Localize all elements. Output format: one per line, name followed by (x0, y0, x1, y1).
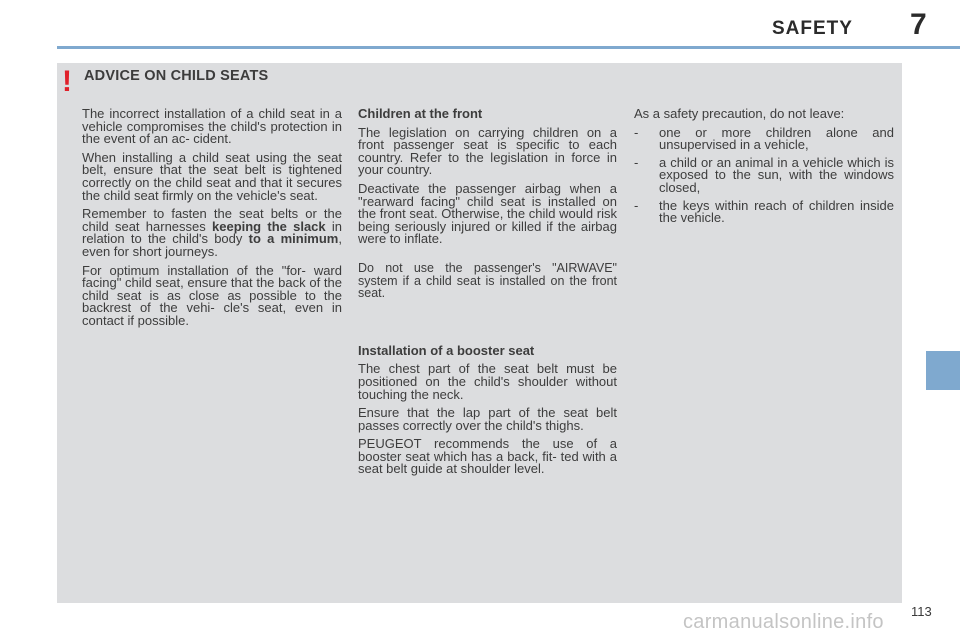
text-run: , even for short journeys. (82, 231, 342, 259)
paragraph-deactivate-airbag: Deactivate the passenger airbag when a "rearward facing" child seat is installed on the front seat. Otherwise, the child would risk being seriously injured or killed if the airbag were to inflate. (358, 180, 617, 247)
list-item-text: one or more children alone and unsupervised in a vehicle, (659, 124, 894, 153)
paragraph-harness-slack (82, 208, 342, 258)
header-divider (57, 46, 960, 49)
paragraph-peugeot-recommends: PEUGEOT recommends the use of a booster seat which has a back, fit- ted with a seat belt guide at shoulder level. (358, 436, 617, 477)
paragraph-lap-belt: Ensure that the lap part of the seat belt passes correctly over the child's thighs. (358, 405, 617, 433)
list-item-text: a child or an animal in a vehicle which is exposed to the sun, with the windows closed, (659, 154, 894, 195)
chapter-number: 7 (910, 8, 927, 41)
paragraph-seat-belt-installation: When installing a child seat using the seat belt, ensure that the seat belt is tightened correctly on the child seat and that it secures the child seat firmly on the vehicle's seat. (82, 149, 342, 203)
paragraph-incorrect-installation: The incorrect installation of a child seat in a vehicle compromises the child's protection in the event of an ac- cident. (82, 106, 342, 147)
column-1 (82, 108, 342, 334)
list-item (634, 154, 894, 195)
chapter-title: SAFETY (772, 18, 853, 39)
heading-children-at-front: Children at the front (358, 106, 483, 121)
warning-exclamation-icon: ! (62, 65, 72, 98)
list-item (634, 124, 894, 153)
watermark: carmanualsonline.info (683, 611, 884, 633)
text-run: in relation to the child's body (82, 218, 342, 247)
dash-bullet: - (634, 197, 639, 213)
list-item (634, 197, 894, 226)
precaution-list (634, 124, 894, 226)
heading-booster-seat: Installation of a booster seat (358, 342, 535, 358)
text-run: Remember to fasten the seat belts or the child seat harnesses (82, 206, 342, 234)
section-title: ADVICE ON CHILD SEATS (84, 68, 269, 84)
list-item-text: the keys within reach of children inside the vehicle. (659, 197, 894, 226)
paragraph-precaution-intro: As a safety precaution, do not leave: (634, 106, 845, 121)
emphasis-to-minimum: to a minimum (248, 231, 339, 247)
spacer (358, 306, 617, 345)
column-2 (358, 108, 617, 482)
note-airwave: Do not use the passenger's "AIRWAVE" system if a child seat is installed on the front seat. (358, 260, 617, 301)
paragraph-legislation: The legislation on carrying children on a front passenger seat is specific to each country. Refer to the legislation in force in your country. (358, 124, 617, 178)
column-3 (634, 108, 894, 230)
dash-bullet: - (634, 124, 639, 140)
chapter-tab-marker (926, 351, 960, 390)
paragraph-forward-facing: For optimum installation of the "for- ward facing" child seat, ensure that the back of the child seat is as close as possible to the backrest of the vehi- cle's seat, even in contact if possible. (82, 262, 342, 328)
dash-bullet: - (634, 154, 639, 170)
emphasis-keeping-slack: keeping the slack (212, 218, 326, 234)
paragraph-chest-belt: The chest part of the seat belt must be positioned on the child's shoulder without touching the neck. (358, 361, 617, 402)
page-number: 113 (911, 604, 932, 619)
